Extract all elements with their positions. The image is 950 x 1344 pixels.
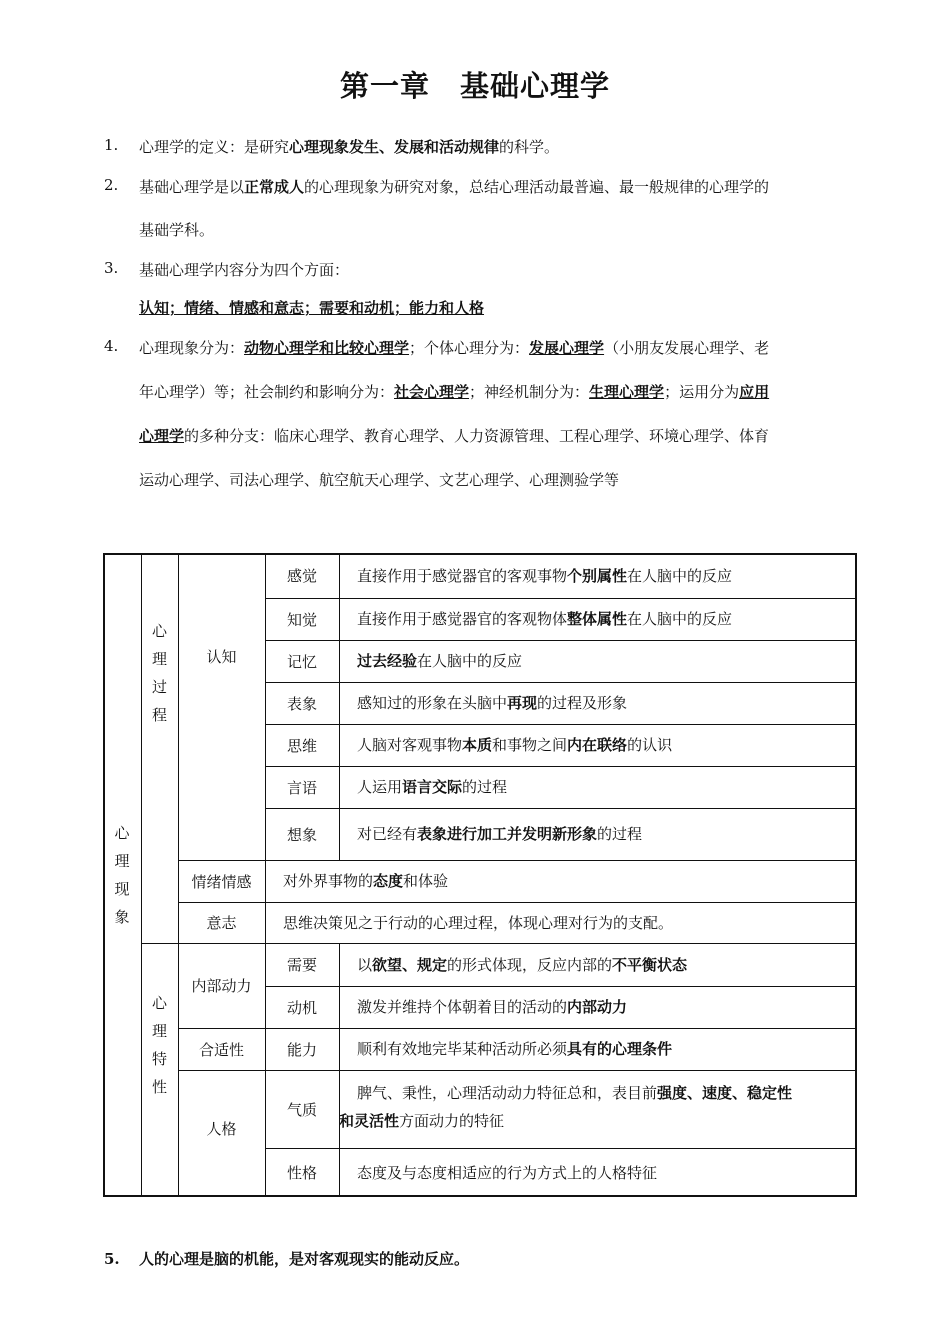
text-run: 动物心理学和比较心理学	[244, 339, 410, 357]
text-run: 脾气、秉性，心理活动动力特征总和，表目前	[357, 1084, 658, 1102]
text-run: 和灵活性	[339, 1112, 400, 1130]
process-label-char: 理	[151, 650, 167, 668]
table-border	[265, 808, 855, 809]
text-run: 态度及与态度相适应的行为方式上的人格特征	[357, 1163, 658, 1182]
desc-能力	[339, 1028, 855, 1070]
process-label-char: 心	[151, 622, 167, 640]
root-label-char: 心	[114, 824, 130, 842]
list-item-4-line	[139, 337, 769, 358]
will-desc	[265, 902, 855, 943]
text-run: 内在联络	[567, 736, 628, 754]
text-run: 基础学科。	[139, 221, 215, 239]
text-run: ；神经机制分为：	[469, 383, 590, 401]
text-run: 的科学。	[499, 138, 560, 156]
psychological-phenomena-table	[103, 553, 857, 1197]
text-run: 发展心理学	[529, 339, 605, 357]
list-item-4-line	[139, 381, 769, 402]
text-run: 的过程及形象	[537, 694, 628, 712]
text-run: 运动心理学、司法心理学、航空航天心理学、文艺心理学、心理测验学等	[139, 471, 620, 489]
list-item-text: 人的心理是脑的机能，是对客观现实的能动反应。	[139, 1250, 470, 1268]
text-run: 方面动力的特征	[399, 1112, 505, 1130]
text-run: 对已经有	[357, 825, 418, 843]
will-label: 意志	[206, 914, 237, 932]
text-run: 的过程	[597, 825, 643, 843]
emotion-desc	[265, 860, 855, 902]
chapter-name: 基础心理学	[460, 69, 611, 103]
group-合适性: 合适性	[198, 1040, 244, 1059]
table-border	[178, 1028, 855, 1029]
process-label	[141, 553, 178, 943]
text-run: 的形式体现，反应内部的	[447, 955, 613, 974]
text-run: 不平衡状态	[612, 955, 688, 974]
text-run: 态度	[373, 872, 404, 890]
desc-思维	[339, 724, 855, 766]
text-run: 本质	[462, 736, 493, 754]
list-item-1-line	[139, 136, 559, 157]
text-run: 生理心理学	[589, 383, 665, 401]
root-label-char: 象	[114, 908, 130, 926]
text-run: 人脑对客观事物	[357, 736, 463, 754]
traits-label-char: 特	[151, 1050, 167, 1068]
desc-记忆	[339, 640, 855, 682]
text-run: 基础心理学内容分为四个方面：	[139, 261, 350, 279]
text-run: 的心理现象为研究对象，总结心理活动最普遍、最一般规律的心理学的	[304, 178, 770, 196]
desc-表象	[339, 682, 855, 724]
text-run: ；运用分为	[664, 383, 740, 401]
text-run: 表象进行加工并发明新形象	[417, 825, 598, 843]
text-run: 应用	[739, 383, 770, 401]
table-border	[265, 553, 266, 1197]
term-言语: 言语	[286, 778, 317, 797]
table-border	[265, 766, 855, 767]
text-run: 语言交际	[402, 778, 463, 796]
list-item-number: 1.	[104, 136, 119, 154]
desc-言语	[339, 766, 855, 808]
table-border	[103, 553, 105, 1197]
text-run: 过去经验	[357, 652, 418, 670]
text-run: 对外界事物的	[283, 872, 374, 890]
table-border	[178, 902, 855, 903]
text-run: 社会心理学	[394, 383, 470, 401]
text-run: 以	[357, 955, 373, 974]
desc-line	[339, 1079, 855, 1107]
table-border	[265, 598, 855, 599]
term-需要: 需要	[286, 956, 317, 974]
text-run: 思维决策见之于行动的心理过程，体现心理对行为的支配。	[283, 913, 674, 932]
text-run: 顺利有效地完毕某种活动所必须	[357, 1040, 568, 1058]
text-run: 心理现象发生、发展和活动规律	[289, 138, 500, 156]
table-border	[178, 860, 855, 861]
table-border	[103, 1195, 857, 1197]
table-border	[178, 553, 179, 1197]
text-run: 的过程	[462, 778, 508, 796]
text-run: 直接作用于感觉器官的客观物体	[357, 610, 568, 628]
term-想象: 想象	[286, 825, 317, 844]
list-item-4-line	[139, 425, 769, 446]
text-run: 年心理学）等；社会制约和影响分为：	[139, 383, 395, 401]
list-item-2-line	[139, 219, 214, 240]
root-label-char: 现	[114, 880, 130, 898]
traits-label-char: 理	[151, 1022, 167, 1040]
text-run: 在人脑中的反应	[417, 652, 523, 670]
table-border	[265, 640, 855, 641]
term-表象: 表象	[286, 694, 317, 713]
term-能力: 能力	[286, 1040, 317, 1059]
list-item-5	[104, 1248, 469, 1269]
group-人格: 人格	[206, 1120, 237, 1138]
desc-想象	[339, 808, 855, 860]
text-run: ；个体心理分为：	[409, 339, 530, 357]
group-内部动力: 内部动力	[191, 977, 252, 995]
text-run: 具有的心理条件	[567, 1040, 673, 1058]
table-border	[141, 943, 855, 944]
list-item-number: 3.	[104, 259, 119, 277]
table-border	[141, 553, 142, 1197]
table-border	[339, 553, 340, 860]
text-run: 认知；情绪、情感和意志；需要和动机；能力和人格	[139, 299, 485, 317]
traits-label-char: 性	[151, 1078, 167, 1096]
desc-line	[339, 1107, 855, 1135]
text-run: 强度、速度、稳定性	[657, 1084, 793, 1102]
text-run: 直接作用于感觉器官的客观事物	[357, 566, 568, 585]
desc-感觉	[339, 553, 855, 598]
text-run: 激发并维持个体朝着目的活动的	[357, 998, 568, 1016]
traits-label	[141, 943, 178, 1197]
desc-气质	[339, 1070, 855, 1148]
list-item-4-line	[139, 469, 619, 490]
text-run: 个别属性	[567, 566, 628, 585]
list-item-2-line	[139, 176, 769, 197]
table-border	[265, 724, 855, 725]
desc-需要	[339, 943, 855, 986]
term-知觉: 知觉	[286, 610, 317, 629]
text-run: 再现	[507, 694, 538, 712]
process-label-char: 过	[151, 678, 167, 696]
table-border	[103, 553, 857, 555]
term-气质: 气质	[286, 1100, 317, 1119]
page-title	[0, 64, 950, 105]
text-run: 心理学的定义：是研究	[139, 138, 290, 156]
text-run: 感知过的形象在头脑中	[357, 694, 508, 712]
text-run: 和体验	[403, 872, 449, 890]
list-item-3-line	[139, 297, 484, 318]
text-run: 人运用	[357, 778, 403, 796]
chapter-number: 第一章	[339, 69, 430, 103]
text-run: 在人脑中的反应	[627, 610, 733, 628]
desc-动机	[339, 986, 855, 1028]
table-border	[265, 1148, 855, 1149]
term-记忆: 记忆	[286, 652, 317, 671]
list-item-number: 2.	[104, 176, 119, 194]
cognition-label: 认知	[206, 648, 237, 666]
text-run: 心理现象分为：	[139, 339, 245, 357]
table-border	[265, 986, 855, 987]
text-run: 内部动力	[567, 998, 628, 1016]
text-run: 的认识	[627, 736, 673, 754]
list-item-3-line	[139, 259, 349, 280]
text-run: 欲望、规定	[372, 955, 448, 974]
root-label	[103, 553, 141, 1197]
text-run: 心理学	[139, 427, 185, 445]
text-run: 基础心理学是以	[139, 178, 245, 196]
term-感觉: 感觉	[286, 567, 317, 585]
desc-性格	[339, 1148, 855, 1197]
process-label-char: 程	[151, 706, 167, 724]
term-性格: 性格	[286, 1164, 317, 1182]
traits-label-char: 心	[151, 994, 167, 1012]
text-run: 的多种分支：临床心理学、教育心理学、人力资源管理、工程心理学、环境心理学、体育	[184, 427, 770, 445]
text-run: 正常成人	[244, 178, 305, 196]
desc-知觉	[339, 598, 855, 640]
term-思维: 思维	[286, 736, 317, 755]
table-border	[178, 1070, 855, 1071]
list-item-number: 5.	[104, 1250, 120, 1268]
table-border	[265, 682, 855, 683]
term-动机: 动机	[286, 998, 317, 1017]
list-item-number: 4.	[104, 337, 119, 355]
text-run: 在人脑中的反应	[627, 566, 733, 585]
text-run: （小朋友发展心理学、老	[604, 339, 770, 357]
root-label-char: 理	[114, 852, 130, 870]
emotion-label: 情绪情感	[191, 872, 252, 891]
text-run: 整体属性	[567, 610, 628, 628]
text-run: 和事物之间	[492, 736, 568, 754]
table-border	[855, 553, 857, 1197]
